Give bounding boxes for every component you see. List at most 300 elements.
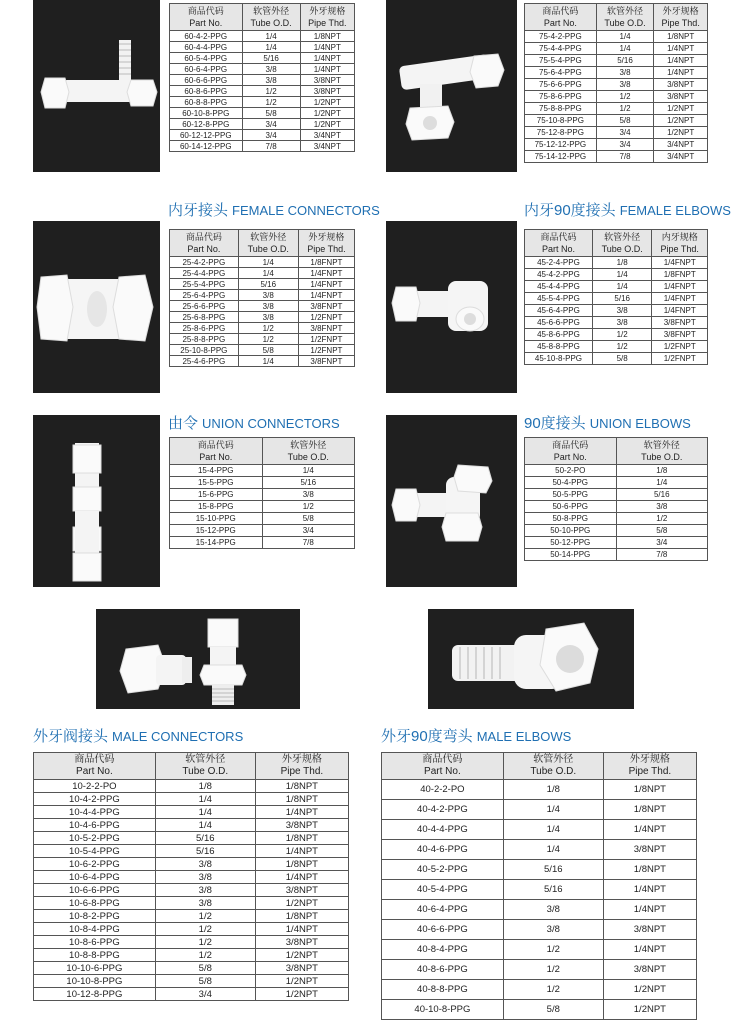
table-row: [525, 115, 708, 127]
part-number-cell: 75-12-8-PPG: [525, 127, 597, 139]
male-elbow-photo: [428, 609, 634, 709]
female-connector-image: [33, 221, 160, 393]
part-number-cell: 75-6-4-PPG: [525, 67, 597, 79]
table-row: [525, 55, 708, 67]
tube-od-cell: 1/2: [242, 86, 300, 97]
table-row: [170, 537, 355, 549]
pipe-thread-cell: 3/4NPT: [300, 141, 354, 152]
table-row: [525, 269, 708, 281]
part-number-cell: 10-5-2-PPG: [34, 832, 156, 845]
tube-od-cell: 1/2: [238, 323, 298, 334]
female-connectors-title-en: FEMALE CONNECTORS: [232, 203, 380, 218]
pipe-thread-cell: 1/8NPT: [603, 780, 696, 800]
col-pipe-en: Pipe Thd.: [308, 18, 347, 28]
table-row: [525, 257, 708, 269]
part-number-cell: 75-6-6-PPG: [525, 79, 597, 91]
part-number-cell: 10-6-2-PPG: [34, 858, 156, 871]
tube-od-cell: 7/8: [262, 537, 355, 549]
tube-od-cell: 1/8: [503, 780, 603, 800]
tube-od-cell: 1/4: [503, 840, 603, 860]
female-elbows-title-cn: 内牙90度接头: [524, 202, 616, 219]
part-number-cell: 50-6-PPG: [525, 501, 617, 513]
table-row: [170, 301, 355, 312]
col-part-en: Part No.: [187, 244, 221, 254]
col-part-en: Part No.: [543, 18, 577, 28]
pipe-thread-cell: 3/8FNPT: [652, 317, 708, 329]
table-row: [382, 940, 697, 960]
tube-od-cell: 5/16: [262, 477, 355, 489]
table-row: [34, 897, 349, 910]
tube-od-cell: 1/2: [238, 334, 298, 345]
part-number-cell: 25-4-6-PPG: [170, 356, 239, 367]
table-row: [525, 293, 708, 305]
table-row: [525, 341, 708, 353]
part-number-cell: 25-8-6-PPG: [170, 323, 239, 334]
table-row: [525, 353, 708, 365]
col-part-en: Part No.: [76, 766, 113, 777]
pipe-thread-cell: 1/2FNPT: [298, 312, 354, 323]
pipe-thread-cell: 3/8NPT: [654, 91, 708, 103]
part-number-cell: 40-8-4-PPG: [382, 940, 504, 960]
part-number-cell: 45-5-4-PPG: [525, 293, 593, 305]
tube-od-cell: 1/2: [155, 936, 255, 949]
table-row: [525, 549, 708, 561]
table-row: [525, 139, 708, 151]
union-elbows-table: [524, 437, 708, 561]
table-row: [170, 130, 355, 141]
tube-od-cell: 1/4: [616, 477, 708, 489]
male-tee-table: [169, 3, 355, 152]
tube-od-cell: 5/8: [262, 513, 355, 525]
pipe-thread-cell: 1/8NPT: [300, 31, 354, 42]
col-part-cn: 商品代码: [422, 754, 463, 765]
part-number-cell: 15-12-PPG: [170, 525, 263, 537]
col-part-cn: 商品代码: [74, 754, 115, 765]
pipe-thread-cell: 1/2NPT: [255, 988, 348, 1001]
tube-od-cell: 5/8: [242, 108, 300, 119]
table-row: [170, 279, 355, 290]
part-number-cell: 75-4-4-PPG: [525, 43, 597, 55]
male-connectors-title-en: MALE CONNECTORS: [112, 729, 244, 744]
tube-od-cell: 5/8: [616, 525, 708, 537]
tube-od-cell: 3/8: [592, 317, 652, 329]
part-number-cell: 50-4-PPG: [525, 477, 617, 489]
tube-od-cell: 1/2: [592, 329, 652, 341]
part-number-cell: 60-6-6-PPG: [170, 75, 243, 86]
pipe-thread-cell: 1/4FNPT: [652, 305, 708, 317]
table-row: [525, 67, 708, 79]
table-row: [170, 53, 355, 64]
table-row: [382, 980, 697, 1000]
table-row: [34, 832, 349, 845]
tube-od-cell: 1/2: [596, 103, 654, 115]
tube-od-cell: 3/8: [238, 301, 298, 312]
male-connector-photo: [96, 609, 300, 709]
table-row: [170, 501, 355, 513]
part-number-cell: 40-10-8-PPG: [382, 1000, 504, 1020]
table-row: [170, 141, 355, 152]
pipe-thread-cell: 1/2NPT: [300, 97, 354, 108]
tube-od-cell: 3/4: [262, 525, 355, 537]
tube-od-cell: 1/2: [616, 513, 708, 525]
pipe-thread-cell: 1/8NPT: [255, 910, 348, 923]
col-pipe-cn: 外牙规格: [309, 6, 346, 16]
part-number-cell: 10-4-6-PPG: [34, 819, 156, 832]
col-pipe-cn: 外牙规格: [281, 754, 322, 765]
table-row: [34, 910, 349, 923]
tube-od-cell: 1/4: [503, 800, 603, 820]
pipe-thread-cell: 3/8NPT: [255, 962, 348, 975]
table-row: [525, 103, 708, 115]
pipe-thread-cell: 3/8NPT: [603, 960, 696, 980]
pipe-thread-cell: 1/4NPT: [255, 923, 348, 936]
pipe-thread-cell: 1/4FNPT: [298, 290, 354, 301]
part-number-cell: 10-12-8-PPG: [34, 988, 156, 1001]
tube-od-cell: 1/4: [592, 281, 652, 293]
pipe-thread-cell: 1/2NPT: [654, 115, 708, 127]
pipe-thread-cell: 1/2NPT: [654, 127, 708, 139]
pipe-thread-cell: 1/8FNPT: [652, 269, 708, 281]
part-number-cell: 50-2-PO: [525, 465, 617, 477]
table-row: [34, 962, 349, 975]
pipe-thread-cell: 3/8FNPT: [298, 356, 354, 367]
tube-od-cell: 3/8: [155, 871, 255, 884]
male-branch-tee-image: [386, 0, 517, 172]
col-tube-cn: 软管外径: [643, 440, 680, 450]
table-row: [170, 268, 355, 279]
tube-od-cell: 5/16: [242, 53, 300, 64]
tube-od-cell: 1/2: [503, 980, 603, 1000]
table-row: [170, 489, 355, 501]
part-number-cell: 10-5-4-PPG: [34, 845, 156, 858]
tube-od-cell: 3/8: [238, 290, 298, 301]
part-number-cell: 40-2-2-PO: [382, 780, 504, 800]
part-number-cell: 75-4-2-PPG: [525, 31, 597, 43]
table-row: [34, 845, 349, 858]
tube-od-cell: 7/8: [596, 151, 654, 163]
table-row: [170, 86, 355, 97]
part-number-cell: 50-14-PPG: [525, 549, 617, 561]
pipe-thread-cell: 3/4NPT: [300, 130, 354, 141]
table-row: [525, 281, 708, 293]
tube-od-cell: 1/8: [616, 465, 708, 477]
table-row: [525, 43, 708, 55]
part-number-cell: 10-8-4-PPG: [34, 923, 156, 936]
part-number-cell: 60-5-4-PPG: [170, 53, 243, 64]
table-row: [34, 975, 349, 988]
pipe-thread-cell: 3/8NPT: [300, 75, 354, 86]
pipe-thread-cell: 1/2NPT: [300, 119, 354, 130]
tube-od-cell: 1/4: [155, 793, 255, 806]
pipe-thread-cell: 3/8NPT: [300, 86, 354, 97]
tube-od-cell: 1/4: [242, 31, 300, 42]
pipe-thread-cell: 1/4FNPT: [298, 279, 354, 290]
tube-od-cell: 1/2: [155, 910, 255, 923]
table-row: [382, 920, 697, 940]
tube-od-cell: 1/4: [238, 257, 298, 268]
table-row: [170, 290, 355, 301]
col-pipe-cn: 外牙规格: [629, 754, 670, 765]
pipe-thread-cell: 1/4FNPT: [652, 281, 708, 293]
part-number-cell: 40-4-4-PPG: [382, 820, 504, 840]
tube-od-cell: 3/8: [592, 305, 652, 317]
tube-od-cell: 1/4: [592, 269, 652, 281]
part-number-cell: 50-12-PPG: [525, 537, 617, 549]
male-connector-image: [96, 609, 300, 709]
table-row: [525, 305, 708, 317]
part-number-cell: 45-6-6-PPG: [525, 317, 593, 329]
table-row: [525, 477, 708, 489]
tube-od-cell: 5/16: [592, 293, 652, 305]
table-row: [34, 936, 349, 949]
tube-od-cell: 3/8: [616, 501, 708, 513]
female-connector-photo: [33, 221, 160, 393]
part-number-cell: 60-8-8-PPG: [170, 97, 243, 108]
col-pipe-en: Pipe Thd.: [660, 244, 699, 254]
part-number-cell: 25-6-6-PPG: [170, 301, 239, 312]
col-pipe-en: Pipe Thd.: [628, 766, 672, 777]
table-row: [525, 79, 708, 91]
female-connectors-title: [168, 199, 380, 220]
col-part-en: Part No.: [553, 452, 587, 462]
pipe-thread-cell: 1/8NPT: [255, 780, 348, 793]
table-row: [170, 31, 355, 42]
pipe-thread-cell: 1/4NPT: [654, 67, 708, 79]
pipe-thread-cell: 3/4NPT: [654, 151, 708, 163]
table-row: [170, 108, 355, 119]
table-row: [382, 840, 697, 860]
pipe-thread-cell: 1/4FNPT: [652, 257, 708, 269]
part-number-cell: 25-5-4-PPG: [170, 279, 239, 290]
table-row: [170, 119, 355, 130]
table-row: [525, 525, 708, 537]
table-row: [170, 257, 355, 268]
table-row: [34, 780, 349, 793]
col-part-en: Part No.: [189, 18, 223, 28]
tube-od-cell: 1/2: [503, 960, 603, 980]
female-elbows-title-en: FEMALE ELBOWS: [619, 203, 731, 218]
table-row: [34, 923, 349, 936]
pipe-thread-cell: 3/8FNPT: [298, 301, 354, 312]
table-row: [170, 465, 355, 477]
tube-od-cell: 1/4: [242, 42, 300, 53]
col-tube-en: Tube O.D.: [247, 244, 289, 254]
part-number-cell: 60-8-6-PPG: [170, 86, 243, 97]
tube-od-cell: 5/16: [503, 860, 603, 880]
table-row: [525, 513, 708, 525]
part-number-cell: 10-4-4-PPG: [34, 806, 156, 819]
part-number-cell: 60-10-8-PPG: [170, 108, 243, 119]
part-number-cell: 60-6-4-PPG: [170, 64, 243, 75]
part-number-cell: 60-12-12-PPG: [170, 130, 243, 141]
pipe-thread-cell: 1/2NPT: [654, 103, 708, 115]
tube-od-cell: 3/4: [155, 988, 255, 1001]
part-number-cell: 10-6-6-PPG: [34, 884, 156, 897]
table-row: [525, 127, 708, 139]
pipe-thread-cell: 1/8NPT: [255, 832, 348, 845]
tube-od-cell: 3/4: [242, 119, 300, 130]
pipe-thread-cell: 3/8FNPT: [652, 329, 708, 341]
col-part-cn: 商品代码: [540, 232, 577, 242]
tube-od-cell: 3/4: [596, 139, 654, 151]
tube-od-cell: 5/16: [616, 489, 708, 501]
pipe-thread-cell: 1/2NPT: [603, 980, 696, 1000]
male-branch-tee-photo: [386, 0, 517, 172]
col-tube-cn: 软管外径: [290, 440, 327, 450]
part-number-cell: 15-10-PPG: [170, 513, 263, 525]
pipe-thread-cell: 1/8NPT: [255, 793, 348, 806]
table-row: [170, 345, 355, 356]
part-number-cell: 40-6-6-PPG: [382, 920, 504, 940]
part-number-cell: 75-8-8-PPG: [525, 103, 597, 115]
pipe-thread-cell: 1/4NPT: [300, 64, 354, 75]
pipe-thread-cell: 1/4NPT: [255, 806, 348, 819]
tube-od-cell: 1/2: [262, 501, 355, 513]
union-elbow-photo: [386, 415, 517, 587]
pipe-thread-cell: 1/4NPT: [603, 940, 696, 960]
table-row: [170, 64, 355, 75]
tube-od-cell: 1/4: [155, 806, 255, 819]
tube-od-cell: 1/4: [596, 43, 654, 55]
male-elbow-image: [428, 609, 634, 709]
union-connectors-table: [169, 437, 355, 549]
col-part-cn: 商品代码: [185, 232, 222, 242]
part-number-cell: 15-4-PPG: [170, 465, 263, 477]
table-row: [525, 465, 708, 477]
tube-od-cell: 7/8: [242, 141, 300, 152]
part-number-cell: 60-4-2-PPG: [170, 31, 243, 42]
pipe-thread-cell: 1/8NPT: [255, 858, 348, 871]
pipe-thread-cell: 1/8NPT: [603, 860, 696, 880]
part-number-cell: 75-5-4-PPG: [525, 55, 597, 67]
tube-od-cell: 3/8: [155, 884, 255, 897]
pipe-thread-cell: 1/4NPT: [300, 53, 354, 64]
table-row: [34, 884, 349, 897]
tube-od-cell: 5/8: [155, 962, 255, 975]
pipe-thread-cell: 1/2FNPT: [652, 353, 708, 365]
col-tube-cn: 软管外径: [607, 6, 644, 16]
part-number-cell: 10-6-4-PPG: [34, 871, 156, 884]
table-row: [525, 489, 708, 501]
part-number-cell: 60-4-4-PPG: [170, 42, 243, 53]
table-row: [525, 501, 708, 513]
tube-od-cell: 5/8: [238, 345, 298, 356]
col-tube-en: Tube O.D.: [601, 244, 643, 254]
table-row: [525, 151, 708, 163]
tube-od-cell: 5/16: [238, 279, 298, 290]
pipe-thread-cell: 1/2NPT: [300, 108, 354, 119]
tube-od-cell: 3/8: [262, 489, 355, 501]
tube-od-cell: 5/16: [155, 832, 255, 845]
table-row: [525, 31, 708, 43]
pipe-thread-cell: 1/8NPT: [654, 31, 708, 43]
union-elbows-title: [524, 412, 691, 433]
col-tube-cn: 软管外径: [250, 232, 287, 242]
pipe-thread-cell: 1/2FNPT: [298, 334, 354, 345]
part-number-cell: 50-8-PPG: [525, 513, 617, 525]
part-number-cell: 10-8-8-PPG: [34, 949, 156, 962]
female-elbow-image: [386, 221, 517, 393]
tube-od-cell: 3/8: [155, 897, 255, 910]
pipe-thread-cell: 1/4NPT: [255, 871, 348, 884]
tube-od-cell: 3/8: [238, 312, 298, 323]
union-connectors-title: [168, 412, 340, 433]
col-tube-en: Tube O.D.: [604, 18, 646, 28]
part-number-cell: 25-6-8-PPG: [170, 312, 239, 323]
table-row: [170, 513, 355, 525]
tube-od-cell: 5/8: [596, 115, 654, 127]
table-row: [34, 949, 349, 962]
part-number-cell: 15-14-PPG: [170, 537, 263, 549]
part-number-cell: 15-8-PPG: [170, 501, 263, 513]
union-connector-photo: [33, 415, 160, 587]
part-number-cell: 15-6-PPG: [170, 489, 263, 501]
table-row: [525, 91, 708, 103]
part-number-cell: 40-4-6-PPG: [382, 840, 504, 860]
table-row: [170, 75, 355, 86]
table-row: [34, 871, 349, 884]
union-elbows-title-en: UNION ELBOWS: [589, 416, 691, 431]
part-number-cell: 40-5-4-PPG: [382, 880, 504, 900]
part-number-cell: 10-10-6-PPG: [34, 962, 156, 975]
part-number-cell: 60-12-8-PPG: [170, 119, 243, 130]
table-row: [382, 800, 697, 820]
tube-od-cell: 1/8: [155, 780, 255, 793]
pipe-thread-cell: 1/2FNPT: [652, 341, 708, 353]
col-tube-cn: 软管外径: [533, 754, 574, 765]
col-pipe-cn: 外牙规格: [662, 6, 699, 16]
tube-od-cell: 1/4: [238, 356, 298, 367]
table-row: [170, 477, 355, 489]
col-tube-cn: 软管外径: [185, 754, 226, 765]
col-part-en: Part No.: [424, 766, 461, 777]
col-tube-en: Tube O.D.: [287, 452, 329, 462]
male-elbows-table: [381, 752, 697, 1020]
tube-od-cell: 1/2: [155, 923, 255, 936]
pipe-thread-cell: 1/2NPT: [255, 975, 348, 988]
pipe-thread-cell: 3/4NPT: [654, 139, 708, 151]
pipe-thread-cell: 1/4NPT: [654, 43, 708, 55]
male-connectors-title: [33, 725, 243, 746]
col-tube-cn: 软管外径: [604, 232, 641, 242]
tube-od-cell: 3/8: [503, 900, 603, 920]
table-row: [382, 960, 697, 980]
tube-od-cell: 7/8: [616, 549, 708, 561]
col-part-cn: 商品代码: [197, 440, 234, 450]
pipe-thread-cell: 1/4NPT: [603, 900, 696, 920]
col-part-cn: 商品代码: [542, 6, 579, 16]
pipe-thread-cell: 1/4NPT: [300, 42, 354, 53]
part-number-cell: 10-4-2-PPG: [34, 793, 156, 806]
tube-od-cell: 3/8: [242, 75, 300, 86]
female-connectors-table: [169, 229, 355, 367]
table-row: [525, 537, 708, 549]
tube-od-cell: 3/8: [596, 67, 654, 79]
part-number-cell: 25-6-4-PPG: [170, 290, 239, 301]
col-part-cn: 商品代码: [187, 6, 224, 16]
col-part-en: Part No.: [199, 452, 233, 462]
union-elbows-title-cn: 90度接头: [524, 415, 586, 432]
tube-od-cell: 3/4: [242, 130, 300, 141]
part-number-cell: 10-8-2-PPG: [34, 910, 156, 923]
pipe-thread-cell: 3/8NPT: [603, 920, 696, 940]
pipe-thread-cell: 1/8NPT: [603, 800, 696, 820]
table-row: [34, 806, 349, 819]
pipe-thread-cell: 1/4NPT: [654, 55, 708, 67]
part-number-cell: 10-10-8-PPG: [34, 975, 156, 988]
table-row: [382, 780, 697, 800]
tube-od-cell: 1/4: [596, 31, 654, 43]
